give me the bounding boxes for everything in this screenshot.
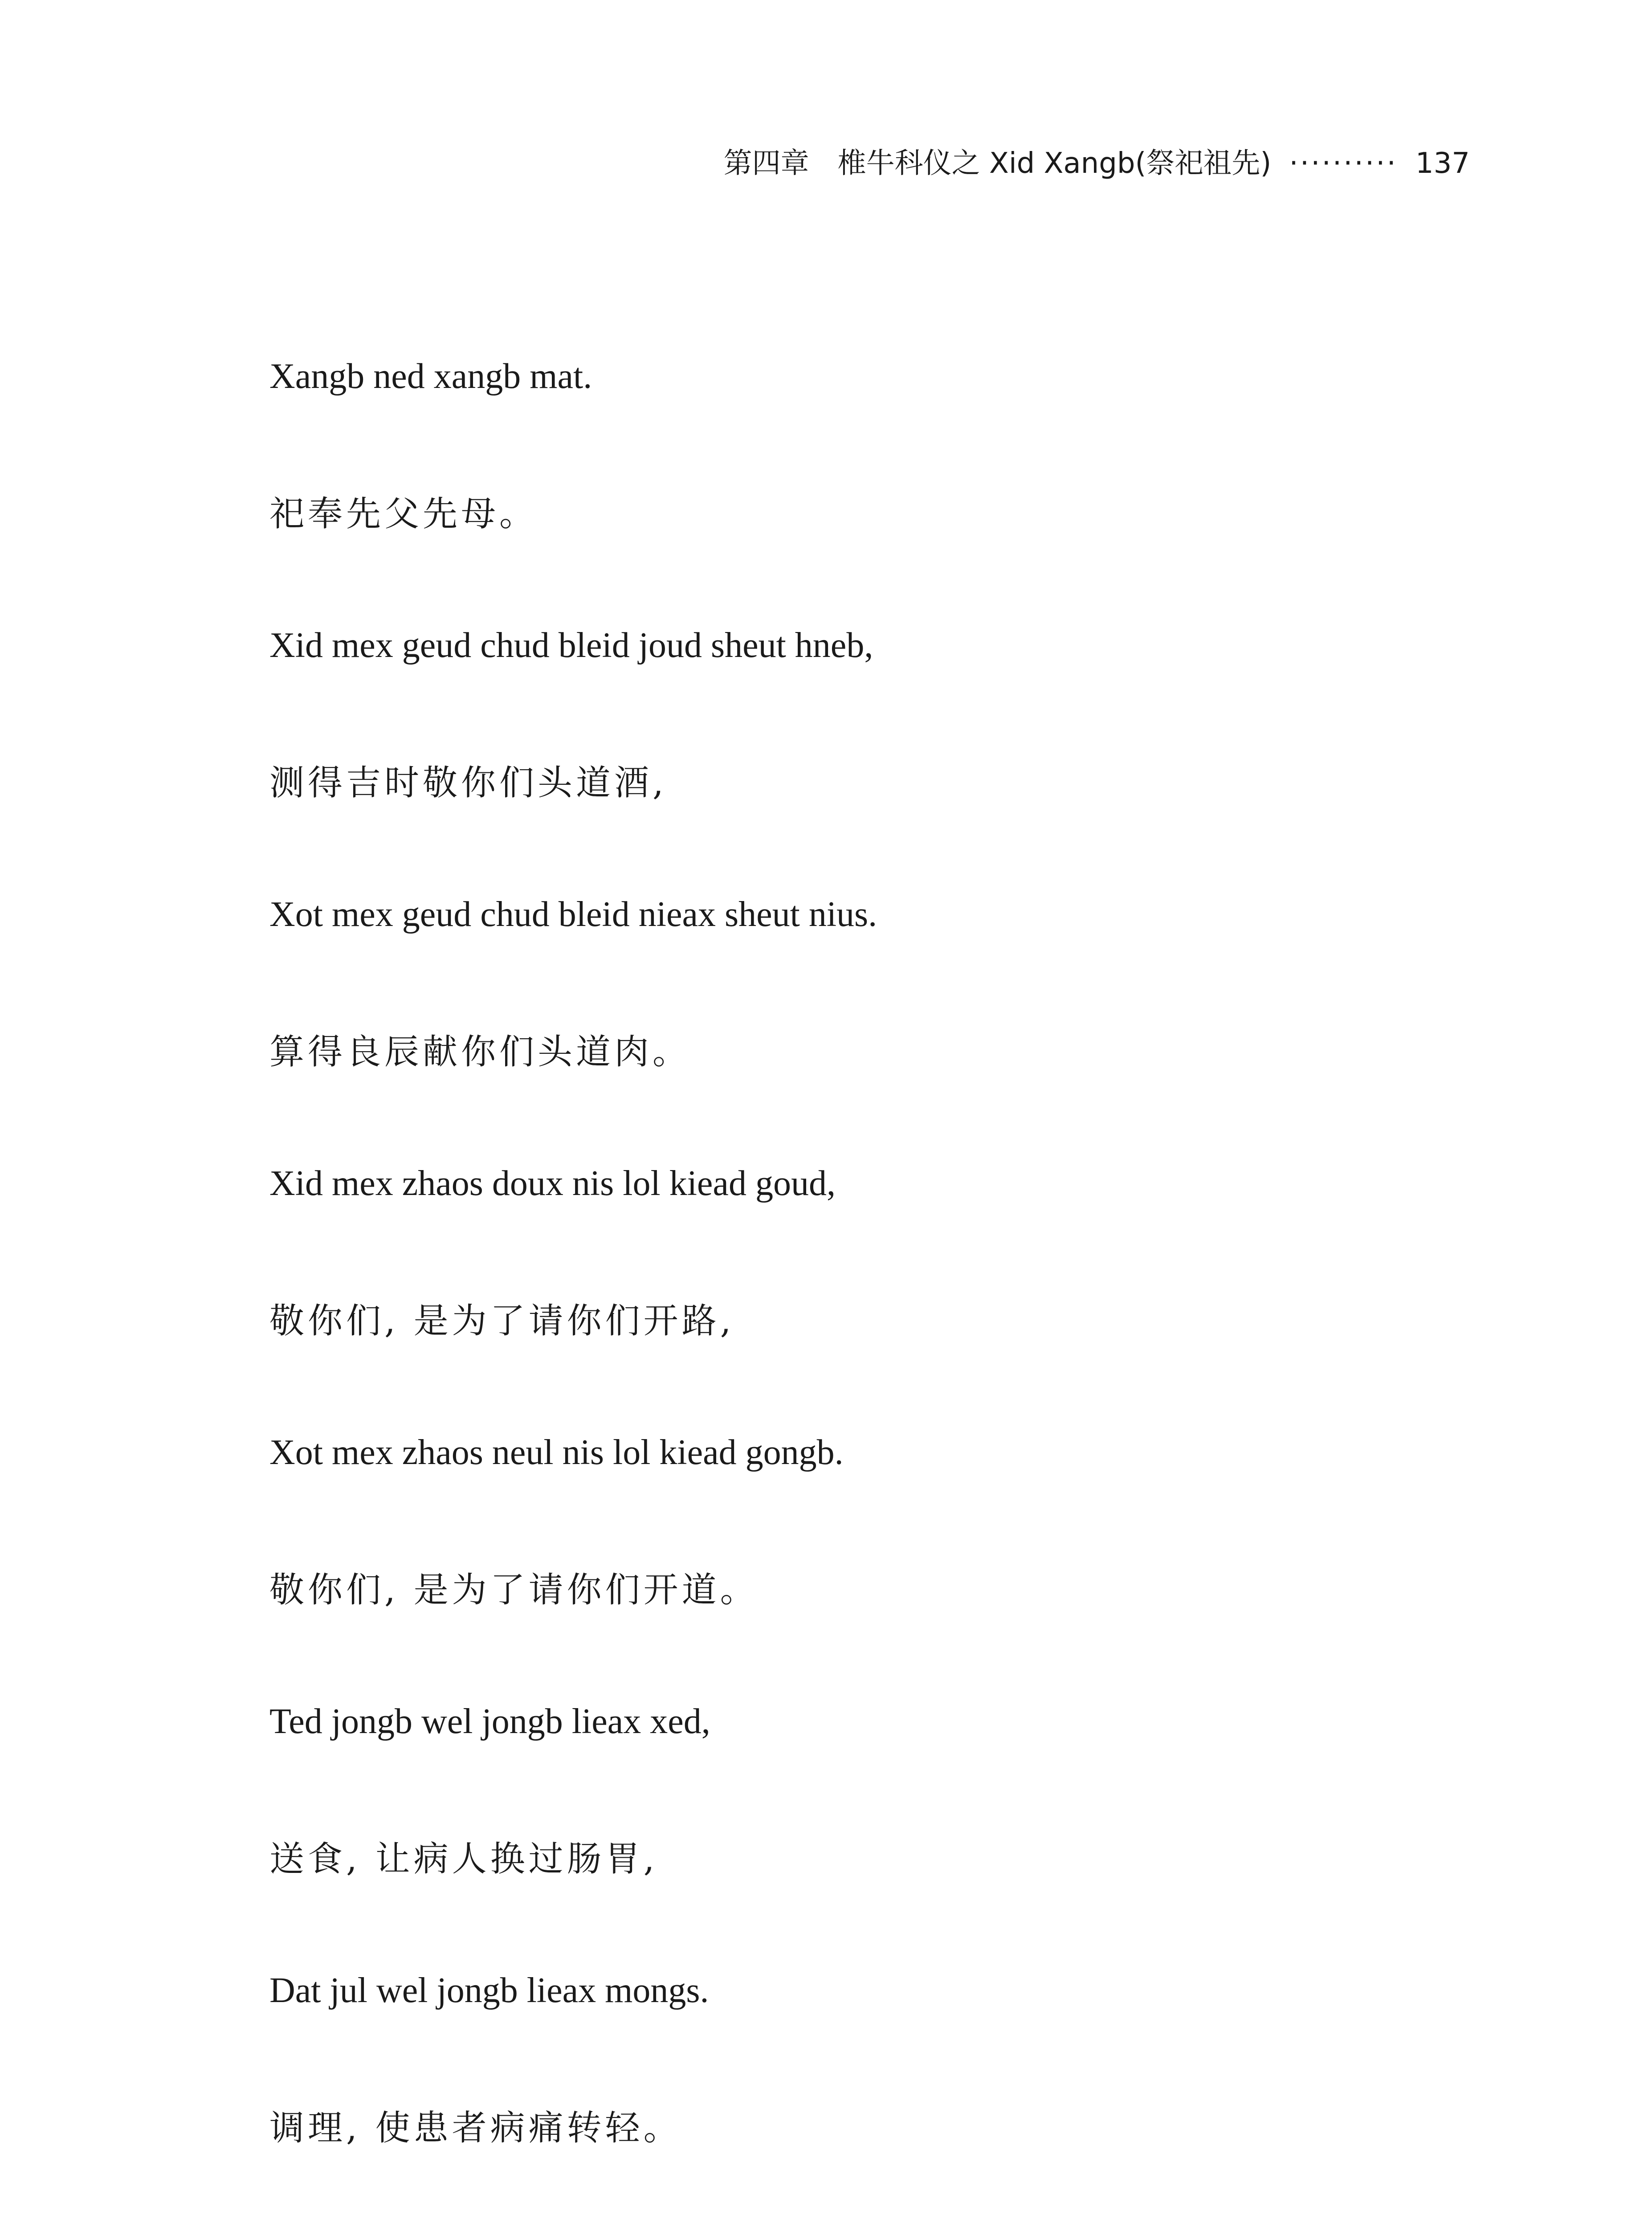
verse-line-miao: Xot mex geud chud bleid nieax sheut nius. <box>269 894 877 934</box>
running-head <box>724 149 1470 178</box>
chapter-title: 椎牛科仪之 Xid Xangb(祭祀祖先) <box>837 147 1272 180</box>
verse-line-chinese: 调理, 使患者病痛转轻。 <box>269 2108 682 2148</box>
dot-leader: ·········· <box>1289 147 1398 180</box>
verse-line-miao <box>269 2192 1472 2227</box>
verse-line-miao: Xangb ned xangb mat. <box>269 356 592 396</box>
verse-line-miao: Dat jul wel jongb lieax mongs. <box>269 1970 709 2010</box>
verse-line-miao: Xot mex zhaos neul nis lol kiead gongb. <box>269 1432 844 1472</box>
chapter-label: 第四章 <box>723 147 809 180</box>
verse-line-chinese: 敬你们, 是为了请你们开路, <box>269 1301 735 1341</box>
verse-line-chinese: 算得良辰献你们头道肉。 <box>269 1032 691 1072</box>
page-number: 137 <box>1415 147 1470 180</box>
verse-line-miao: Xid mex geud chud bleid joud sheut hneb, <box>269 625 873 665</box>
verse-text <box>269 309 1472 2227</box>
verse-line-chinese: 送食, 让病人换过肠胃, <box>269 1839 658 1879</box>
verse-line-miao: Ted jongb wel jongb lieax xed, <box>269 1701 710 1741</box>
verse-line-chinese: 测得吉时敬你们头道酒, <box>269 763 667 803</box>
verse-line-chinese: 祀奉先父先母。 <box>269 494 538 534</box>
verse-line-miao: Xid mex zhaos doux nis lol kiead goud, <box>269 1163 836 1203</box>
verse-line-chinese: 敬你们, 是为了请你们开道。 <box>269 1570 759 1610</box>
